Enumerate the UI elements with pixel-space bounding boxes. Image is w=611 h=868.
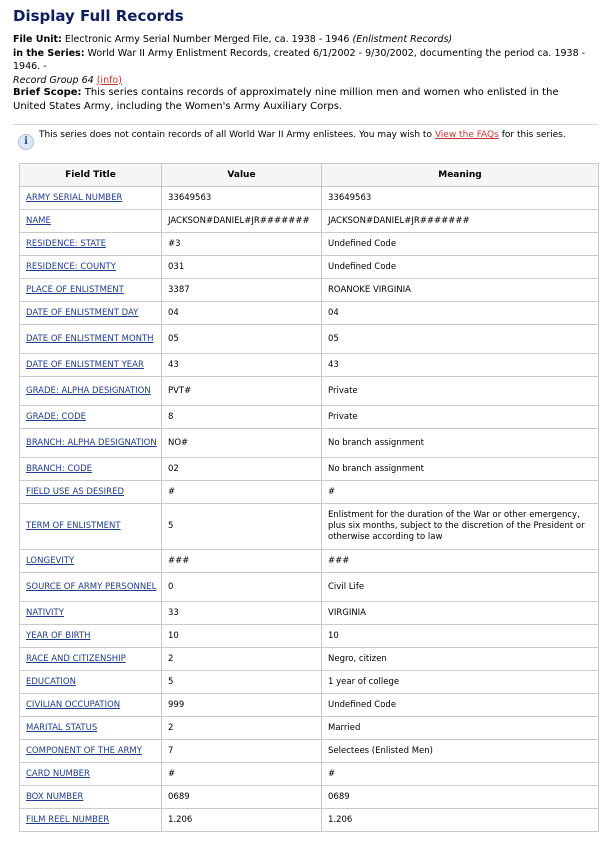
value-cell: 8 xyxy=(162,406,322,429)
table-row xyxy=(20,279,599,302)
faq-notice xyxy=(13,124,598,153)
meaning-cell: Civil Life xyxy=(322,573,599,602)
brief-scope-label: Brief Scope: xyxy=(13,87,82,98)
value-cell: # xyxy=(162,763,322,786)
field-title-cell xyxy=(20,233,162,256)
table-row xyxy=(20,481,599,504)
field-title-cell xyxy=(20,573,162,602)
meaning-cell: 10 xyxy=(322,625,599,648)
field-title-link[interactable]: NAME xyxy=(26,215,51,226)
meaning-cell: # xyxy=(322,763,599,786)
field-title-cell xyxy=(20,210,162,233)
value-cell: 2 xyxy=(162,717,322,740)
meaning-cell: # xyxy=(322,481,599,504)
view-faqs-link[interactable]: View the FAQs xyxy=(434,130,499,140)
field-title-link[interactable]: MARITAL STATUS xyxy=(26,722,98,733)
table-row xyxy=(20,573,599,602)
field-title-cell xyxy=(20,458,162,481)
table-row xyxy=(20,406,599,429)
meaning-cell: No branch assignment xyxy=(322,458,599,481)
field-title-link[interactable]: GRADE: ALPHA DESIGNATION xyxy=(26,385,151,396)
field-title-cell xyxy=(20,809,162,832)
field-title-cell xyxy=(20,550,162,573)
table-row xyxy=(20,550,599,573)
meaning-cell: Private xyxy=(322,377,599,406)
records-table xyxy=(19,163,599,832)
field-title-cell xyxy=(20,406,162,429)
file-unit-value: Electronic Army Serial Number Merged File, ca. 1938 - 1946 xyxy=(64,34,350,45)
table-row xyxy=(20,625,599,648)
table-row xyxy=(20,187,599,210)
record-group: Record Group 64 xyxy=(13,74,94,86)
info-link[interactable]: (info) xyxy=(96,74,122,86)
meaning-cell: No branch assignment xyxy=(322,429,599,458)
field-title-cell xyxy=(20,671,162,694)
field-title-cell xyxy=(20,717,162,740)
value-cell: ### xyxy=(162,550,322,573)
table-row xyxy=(20,377,599,406)
brief-scope xyxy=(13,86,593,114)
field-title-link[interactable]: LONGEVITY xyxy=(26,555,75,566)
value-cell: 999 xyxy=(162,694,322,717)
meaning-cell: 33649563 xyxy=(322,187,599,210)
field-title-link[interactable]: EDUCATION xyxy=(26,676,76,687)
field-title-link[interactable]: DATE OF ENLISTMENT YEAR xyxy=(26,359,144,370)
field-title-link[interactable]: BOX NUMBER xyxy=(26,791,84,802)
field-title-cell xyxy=(20,740,162,763)
table-row xyxy=(20,429,599,458)
header-meaning: Meaning xyxy=(322,164,599,187)
page-title: Display Full Records xyxy=(13,7,184,25)
table-row xyxy=(20,694,599,717)
field-title-link[interactable]: CIVILIAN OCCUPATION xyxy=(26,699,121,710)
meaning-cell: 1 year of college xyxy=(322,671,599,694)
field-title-cell xyxy=(20,694,162,717)
meaning-cell: Undefined Code xyxy=(322,233,599,256)
meaning-cell: 1.206 xyxy=(322,809,599,832)
table-row xyxy=(20,458,599,481)
meaning-cell: Married xyxy=(322,717,599,740)
field-title-cell xyxy=(20,763,162,786)
series-label: in the Series: xyxy=(13,47,85,59)
header-value: Value xyxy=(162,164,322,187)
field-title-cell xyxy=(20,354,162,377)
value-cell: 0 xyxy=(162,573,322,602)
field-title-link[interactable]: RESIDENCE: COUNTY xyxy=(26,261,116,272)
table-header-row xyxy=(20,164,599,187)
field-title-link[interactable]: COMPONENT OF THE ARMY xyxy=(26,745,142,756)
field-title-link[interactable]: TERM OF ENLISTMENT xyxy=(26,521,121,531)
file-unit-note: (Enlistment Records) xyxy=(352,34,453,45)
field-title-cell xyxy=(20,429,162,458)
table-row xyxy=(20,717,599,740)
notice-after: for this series. xyxy=(501,130,566,140)
field-title-cell xyxy=(20,256,162,279)
meaning-cell: Undefined Code xyxy=(322,694,599,717)
field-title-cell xyxy=(20,187,162,210)
value-cell: 3387 xyxy=(162,279,322,302)
meaning-cell: ROANOKE VIRGINIA xyxy=(322,279,599,302)
table-row xyxy=(20,740,599,763)
value-cell: 10 xyxy=(162,625,322,648)
field-title-link[interactable]: DATE OF ENLISTMENT MONTH xyxy=(26,333,154,344)
record-meta xyxy=(13,33,598,87)
notice-text xyxy=(39,130,566,140)
meaning-cell: ### xyxy=(322,550,599,573)
field-title-cell xyxy=(20,377,162,406)
value-cell: 33649563 xyxy=(162,187,322,210)
field-title-link[interactable]: BRANCH: CODE xyxy=(26,463,92,474)
field-title-link[interactable]: RESIDENCE: STATE xyxy=(26,238,106,249)
field-title-link[interactable]: YEAR OF BIRTH xyxy=(26,630,91,641)
field-title-cell xyxy=(20,481,162,504)
table-row xyxy=(20,233,599,256)
value-cell: 7 xyxy=(162,740,322,763)
series-value: World War II Army Enlistment Records, created 6/1/2002 - 9/30/2002, documenting the period ca. 1938 - 1946. - xyxy=(13,47,586,72)
table-row xyxy=(20,302,599,325)
notice-before: This series does not contain records of all World War II Army enlistees. You may wish to xyxy=(39,130,432,140)
value-cell: 5 xyxy=(162,504,322,550)
table-row xyxy=(20,602,599,625)
value-cell: #3 xyxy=(162,233,322,256)
field-title-cell xyxy=(20,786,162,809)
table-row xyxy=(20,256,599,279)
value-cell: # xyxy=(162,481,322,504)
value-cell: 0689 xyxy=(162,786,322,809)
meaning-cell: JACKSON#DANIEL#JR####### xyxy=(322,210,599,233)
file-unit-label: File Unit: xyxy=(13,34,62,45)
meaning-cell: 43 xyxy=(322,354,599,377)
field-title-cell xyxy=(20,302,162,325)
field-title-cell xyxy=(20,602,162,625)
header-field-title: Field Title xyxy=(20,164,162,187)
value-cell: 031 xyxy=(162,256,322,279)
table-row xyxy=(20,809,599,832)
meaning-cell: VIRGINIA xyxy=(322,602,599,625)
value-cell: PVT# xyxy=(162,377,322,406)
meaning-cell: 0689 xyxy=(322,786,599,809)
table-row xyxy=(20,504,599,550)
field-title-cell xyxy=(20,648,162,671)
field-title-cell xyxy=(20,625,162,648)
field-title-link[interactable]: BRANCH: ALPHA DESIGNATION xyxy=(26,437,157,448)
meaning-cell: Negro, citizen xyxy=(322,648,599,671)
table-row xyxy=(20,325,599,354)
field-title-cell xyxy=(20,325,162,354)
value-cell: 5 xyxy=(162,671,322,694)
field-title-link[interactable]: SOURCE OF ARMY PERSONNEL xyxy=(26,581,157,592)
value-cell: NO# xyxy=(162,429,322,458)
field-title-link[interactable]: GRADE: CODE xyxy=(26,411,86,422)
meaning-cell: Undefined Code xyxy=(322,256,599,279)
field-title-link[interactable]: ARMY SERIAL NUMBER xyxy=(26,192,123,203)
field-title-cell xyxy=(20,504,162,550)
table-row xyxy=(20,354,599,377)
value-cell: 2 xyxy=(162,648,322,671)
value-cell: 43 xyxy=(162,354,322,377)
table-row xyxy=(20,671,599,694)
value-cell: JACKSON#DANIEL#JR####### xyxy=(162,210,322,233)
meaning-cell: Private xyxy=(322,406,599,429)
field-title-link[interactable]: DATE OF ENLISTMENT DAY xyxy=(26,307,139,318)
table-row xyxy=(20,210,599,233)
table-row xyxy=(20,763,599,786)
field-title-link[interactable]: PLACE OF ENLISTMENT xyxy=(26,284,124,295)
field-title-link[interactable]: CARD NUMBER xyxy=(26,768,90,779)
meaning-cell: Selectees (Enlisted Men) xyxy=(322,740,599,763)
field-title-link[interactable]: RACE AND CITIZENSHIP xyxy=(26,653,126,664)
meaning-cell: Enlistment for the duration of the War or other emergency, plus six months, subject to the discretion of the President or otherwise according to law xyxy=(322,504,599,550)
value-cell: 04 xyxy=(162,302,322,325)
table-row xyxy=(20,786,599,809)
info-icon: i xyxy=(18,134,34,150)
field-title-link[interactable]: FILM REEL NUMBER xyxy=(26,814,110,825)
table-row xyxy=(20,648,599,671)
value-cell: 1.206 xyxy=(162,809,322,832)
value-cell: 02 xyxy=(162,458,322,481)
meaning-cell: 04 xyxy=(322,302,599,325)
field-title-link[interactable]: FIELD USE AS DESIRED xyxy=(26,486,124,497)
field-title-link[interactable]: NATIVITY xyxy=(26,607,64,618)
meaning-cell: 05 xyxy=(322,325,599,354)
brief-scope-text: This series contains records of approximately nine million men and women who enlisted in the United States Army, including the Women's Army Auxiliary Corps. xyxy=(13,87,559,112)
value-cell: 05 xyxy=(162,325,322,354)
value-cell: 33 xyxy=(162,602,322,625)
field-title-cell xyxy=(20,279,162,302)
